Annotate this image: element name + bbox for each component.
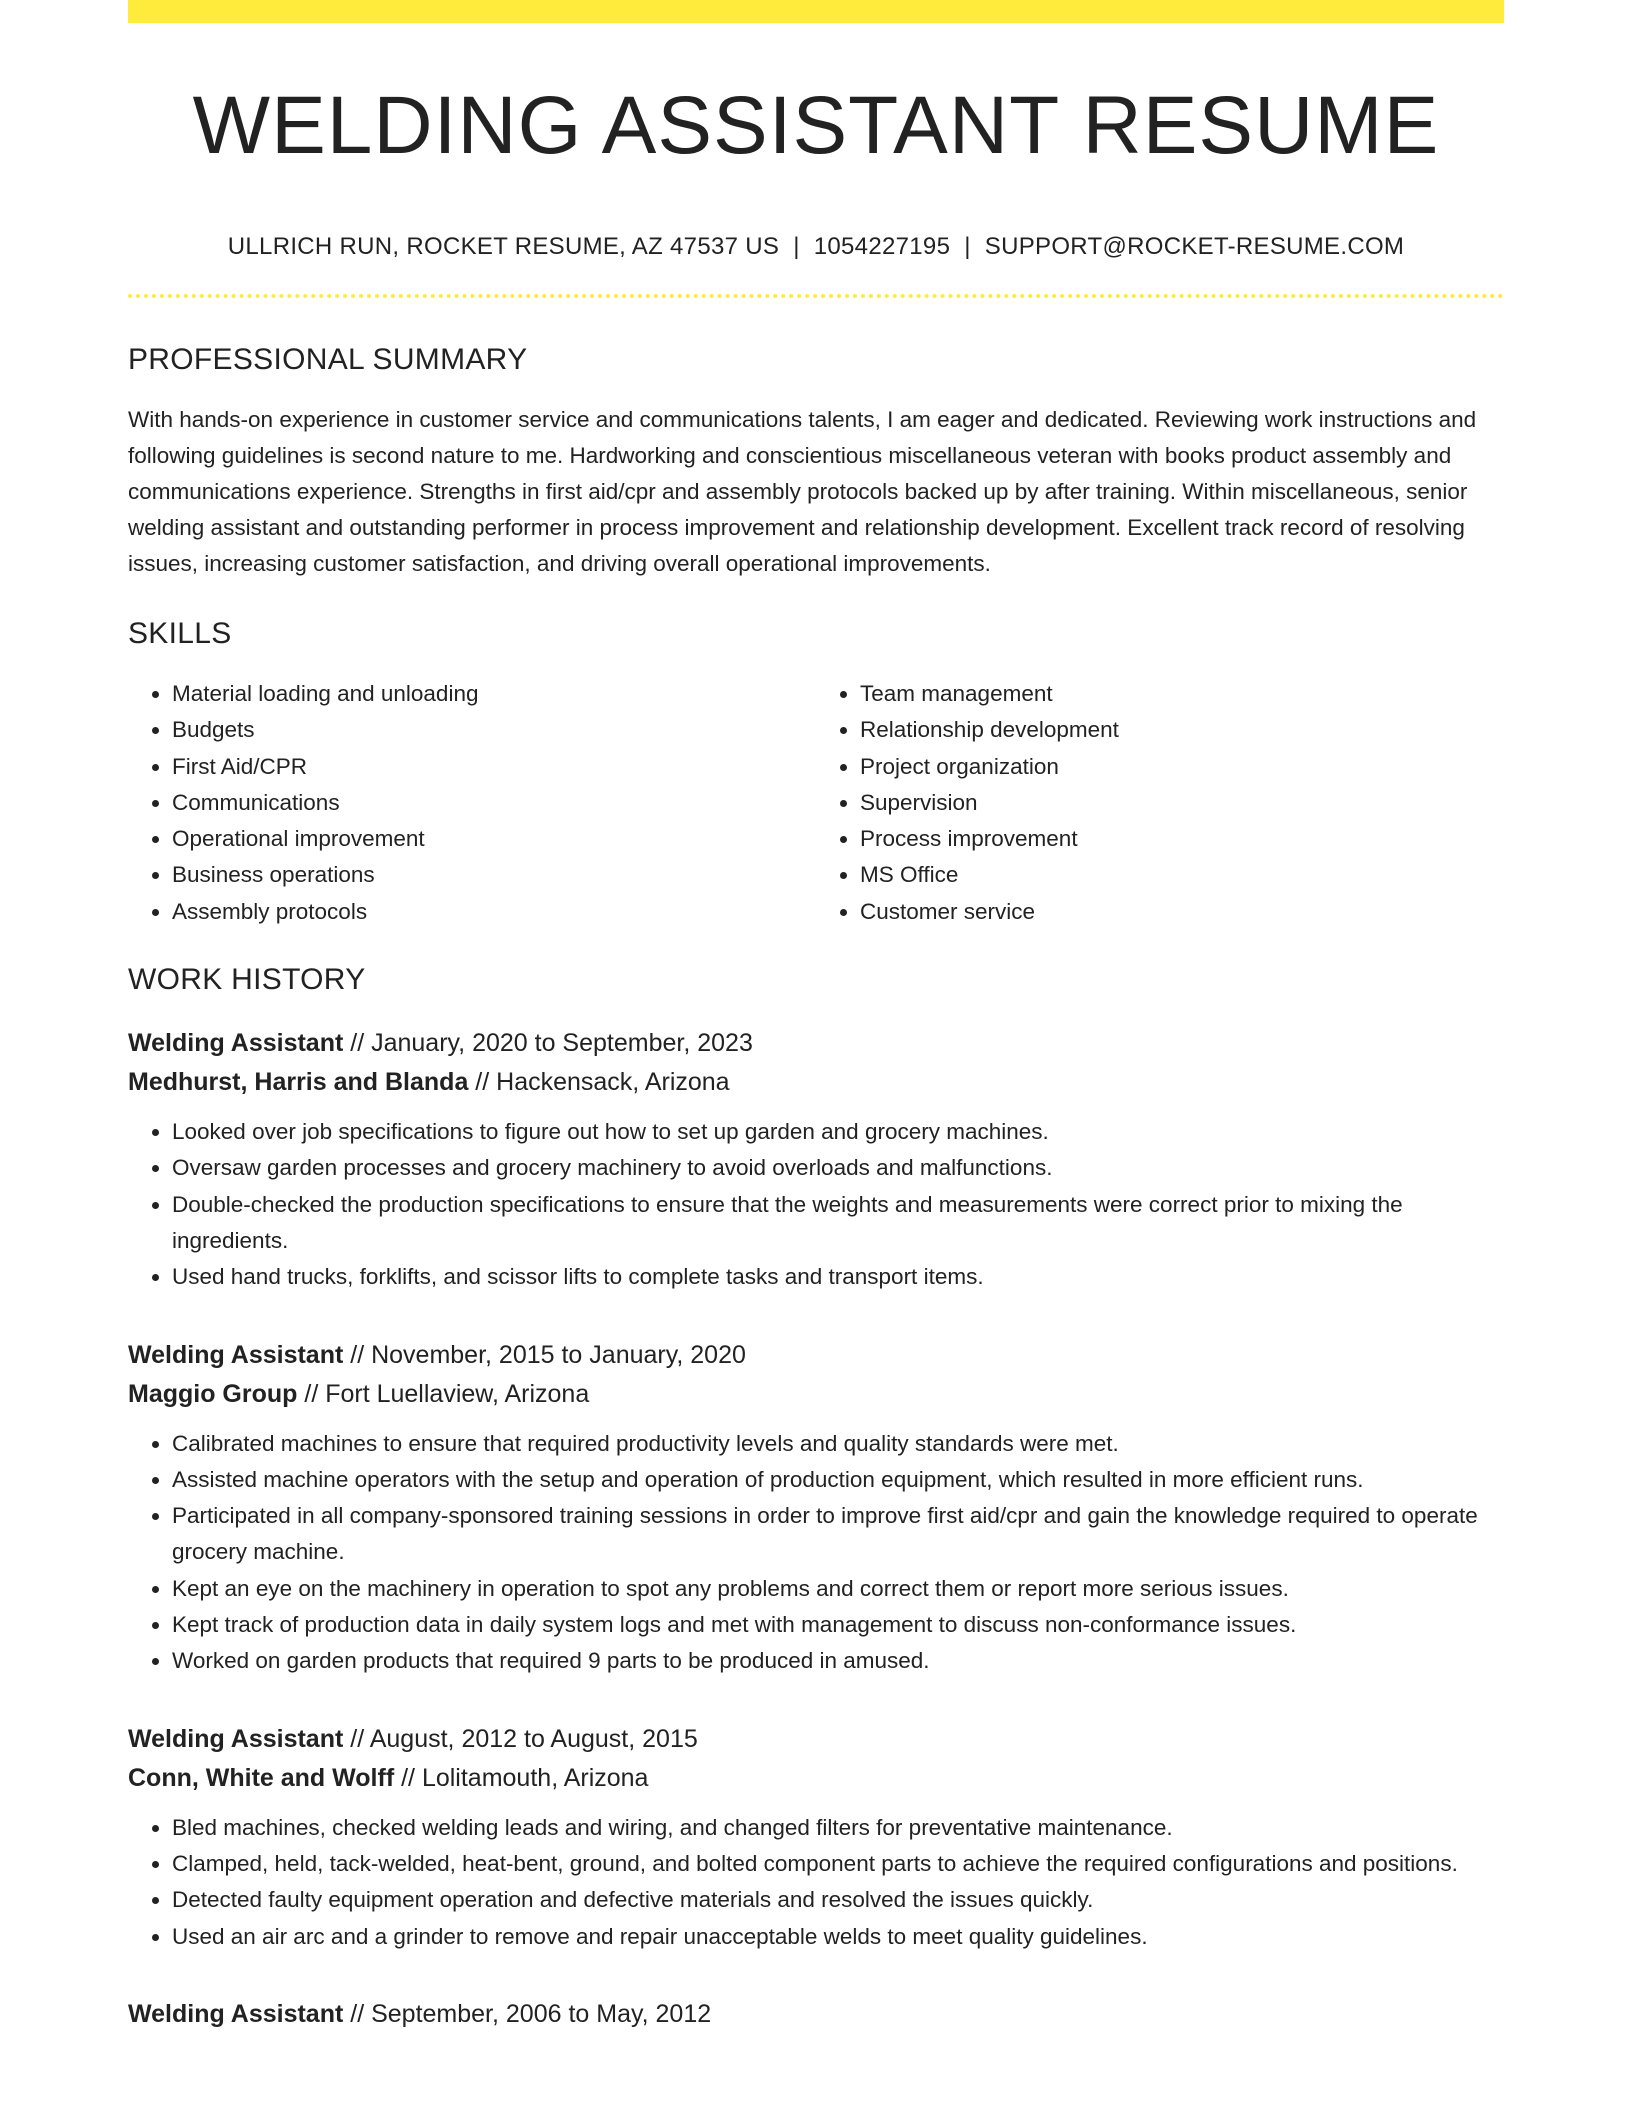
skill-item: • Budgets — [172, 712, 816, 748]
job-bullet: • Calibrated machines to ensure that required productivity levels and quality standards were met. — [172, 1426, 1504, 1462]
job-company: Maggio Group — [128, 1379, 298, 1408]
skill-item: • Supervision — [860, 785, 1504, 821]
work-history-heading: WORK HISTORY — [128, 963, 366, 997]
job-bullet: • Used hand trucks, forklifts, and scissor lifts to complete tasks and transport items. — [172, 1259, 1504, 1295]
job-dates: // November, 2015 to January, 2020 — [343, 1340, 746, 1369]
job-company-line — [128, 1063, 1504, 1102]
job-bullet: • Detected faulty equipment operation and defective materials and resolved the issues quickly. — [172, 1882, 1504, 1918]
job-dates: // January, 2020 to September, 2023 — [343, 1029, 753, 1058]
job-role: Welding Assistant — [128, 1029, 344, 1058]
job-bullet: • Clamped, held, tack-welded, heat-bent, ground, and bolted component parts to achieve the required configurations and positions. — [172, 1846, 1504, 1882]
job-bullets — [128, 1426, 1504, 1680]
skill-item: • Operational improvement — [172, 821, 816, 857]
skills-heading: SKILLS — [128, 616, 232, 650]
job-location: // Lolitamouth, Arizona — [394, 1763, 649, 1792]
skills-column-right — [816, 676, 1504, 930]
job-role: Welding Assistant — [128, 1724, 344, 1753]
job-dates: // September, 2006 to May, 2012 — [343, 1999, 712, 2028]
skills-column-left — [128, 676, 816, 930]
contact-line — [128, 233, 1504, 262]
contact-email: SUPPORT@ROCKET-RESUME.COM — [984, 233, 1405, 261]
contact-separator: | — [793, 233, 800, 261]
job-role-line — [128, 1995, 1504, 2034]
contact-address: ULLRICH RUN, ROCKET RESUME, AZ 47537 US — [227, 233, 780, 261]
summary-heading: PROFESSIONAL SUMMARY — [128, 342, 528, 376]
job-role: Welding Assistant — [128, 1340, 344, 1369]
job-bullet: • Worked on garden products that required 9 parts to be produced in amused. — [172, 1643, 1504, 1679]
job-bullet: • Bled machines, checked welding leads and wiring, and changed filters for preventative maintenance. — [172, 1810, 1504, 1846]
job-entry — [128, 1995, 1504, 2034]
job-bullet: • Oversaw garden processes and grocery machinery to avoid overloads and malfunctions. — [172, 1150, 1504, 1186]
skill-item: • First Aid/CPR — [172, 749, 816, 785]
job-bullet: • Looked over job specifications to figure out how to set up garden and grocery machines. — [172, 1114, 1504, 1150]
skill-item: • Business operations — [172, 857, 816, 893]
contact-phone: 1054227195 — [813, 233, 951, 261]
work-history-list — [128, 1024, 1504, 2034]
skill-item: • Assembly protocols — [172, 894, 816, 930]
job-bullets — [128, 1810, 1504, 1955]
job-entry — [128, 1336, 1504, 1680]
job-company-line — [128, 1759, 1504, 1798]
skill-item: • MS Office — [860, 857, 1504, 893]
skill-item: • Team management — [860, 676, 1504, 712]
job-role: Welding Assistant — [128, 1999, 344, 2028]
job-bullet: • Used an air arc and a grinder to remove and repair unacceptable welds to meet quality guidelines. — [172, 1919, 1504, 1955]
top-accent-bar — [128, 0, 1504, 23]
job-company-line — [128, 1375, 1504, 1414]
skills-grid — [128, 676, 1504, 930]
job-company: Conn, White and Wolff — [128, 1763, 395, 1792]
job-bullet: • Assisted machine operators with the setup and operation of production equipment, which resulted in more efficient runs. — [172, 1462, 1504, 1498]
job-entry — [128, 1024, 1504, 1295]
job-bullet: • Double-checked the production specifications to ensure that the weights and measurements were correct prior to mixing the ingredients. — [172, 1187, 1504, 1260]
job-entry — [128, 1720, 1504, 1955]
job-bullets — [128, 1114, 1504, 1295]
dotted-divider — [128, 294, 1504, 298]
job-bullet: • Kept track of production data in daily system logs and met with management to discuss non-conformance issues. — [172, 1607, 1504, 1643]
resume-page — [128, 0, 1504, 2034]
summary-text: With hands-on experience in customer service and communications talents, I am eager and dedicated. Reviewing work instructions and following guidelines is second nature to me. Hardworking and conscientious miscellaneous veteran with books product assembly and communications experience. Strengths in first aid/cpr and assembly protocols backed up by after training. Within miscellaneous, senior welding assistant and outstanding performer in process improvement and relationship development. Excellent track record of resolving issues, increasing customer satisfaction, and driving overall operational improvements. — [128, 406, 1477, 576]
skill-item: • Process improvement — [860, 821, 1504, 857]
skill-item: • Customer service — [860, 894, 1504, 930]
skill-item: • Communications — [172, 785, 816, 821]
job-role-line — [128, 1024, 1504, 1063]
job-bullet: • Participated in all company-sponsored training sessions in order to improve first aid/cpr and gain the knowledge required to operate grocery machine. — [172, 1498, 1504, 1571]
job-dates: // August, 2012 to August, 2015 — [343, 1724, 698, 1753]
skill-item: • Material loading and unloading — [172, 676, 816, 712]
contact-separator: | — [964, 233, 971, 261]
skill-item: • Project organization — [860, 749, 1504, 785]
job-role-line — [128, 1720, 1504, 1759]
resume-title: WELDING ASSISTANT RESUME — [192, 80, 1440, 171]
job-bullet: • Kept an eye on the machinery in operation to spot any problems and correct them or report more serious issues. — [172, 1571, 1504, 1607]
skill-item: • Relationship development — [860, 712, 1504, 748]
job-company: Medhurst, Harris and Blanda — [128, 1068, 469, 1097]
job-role-line — [128, 1336, 1504, 1375]
job-location: // Fort Luellaview, Arizona — [297, 1379, 590, 1408]
job-location: // Hackensack, Arizona — [468, 1068, 730, 1097]
